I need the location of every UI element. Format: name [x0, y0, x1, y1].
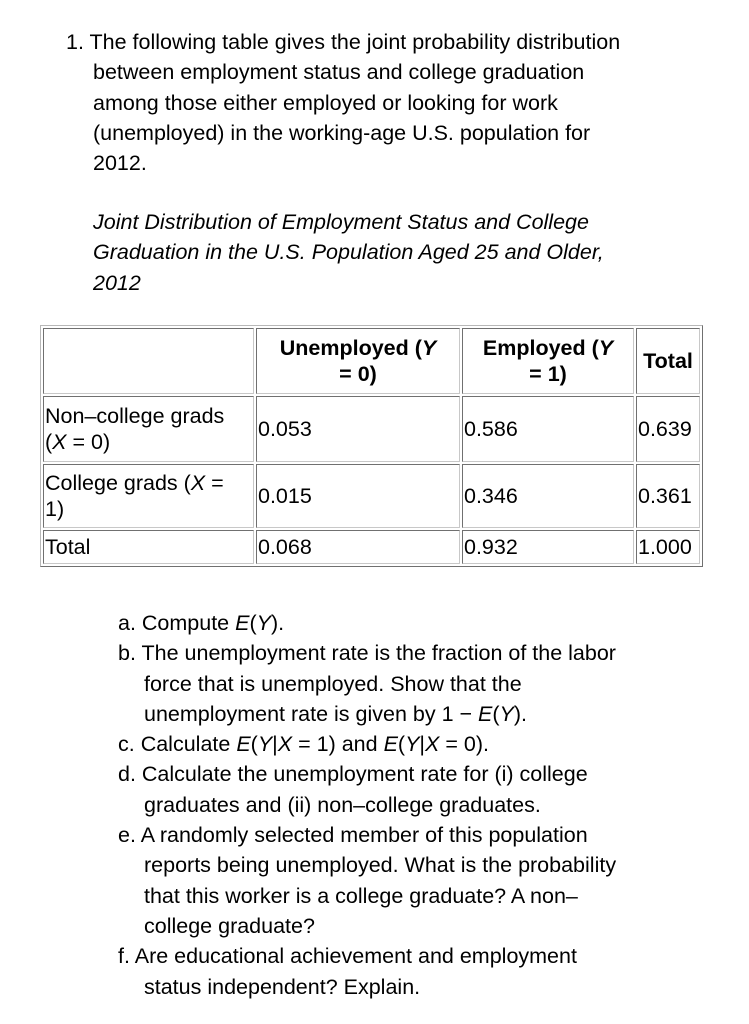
table-header-row: [43, 328, 700, 394]
cell-non-college-total: 0.639: [636, 396, 700, 462]
table-row: [43, 396, 700, 462]
row-label-college: College grads (X = 1): [43, 464, 254, 528]
question-parts: [118, 608, 728, 1002]
header-unemployed: Unemployed (Y = 0): [256, 328, 460, 394]
question-line: among those either employed or looking for work: [93, 90, 558, 115]
table-row: [43, 530, 700, 564]
cell-total-unemployed: 0.068: [256, 530, 460, 564]
row-label-non-college: Non–college grads (X = 0): [43, 396, 254, 462]
cell-non-college-employed: 0.586: [462, 396, 634, 462]
joint-distribution-table-wrap: [40, 325, 703, 567]
part-f: f. Are educational achievement and employment: [118, 944, 577, 969]
header-empty-cell: [43, 328, 254, 394]
table-caption: [93, 207, 733, 298]
caption-line: Joint Distribution of Employment Status and College: [93, 210, 589, 234]
caption-line: 2012: [93, 270, 141, 295]
table-row: [43, 464, 700, 528]
question-line: 1. The following table gives the joint probability distribution: [66, 30, 621, 54]
part-b: b. The unemployment rate is the fraction of the labor: [118, 641, 616, 666]
cell-total-employed: 0.932: [462, 530, 634, 564]
part-e-line: that this worker is a college graduate? A non–: [144, 883, 578, 908]
cell-college-total: 0.361: [636, 464, 700, 528]
question-number: 1.: [66, 30, 84, 54]
part-e: e. A randomly selected member of this population: [118, 823, 588, 848]
part-d: d. Calculate the unemployment rate for (i) college: [118, 762, 588, 787]
part-d-line: graduates and (ii) non–college graduates.: [144, 792, 541, 817]
part-b-line: force that is unemployed. Show that the: [144, 671, 522, 696]
cell-college-unemployed: 0.015: [256, 464, 460, 528]
header-total: Total: [636, 328, 700, 394]
row-label-total: Total: [43, 530, 254, 564]
question-line: (unemployed) in the working-age U.S. population for: [93, 120, 591, 145]
joint-distribution-table: [40, 325, 703, 567]
part-c: c. Calculate E(Y|X = 1) and E(Y|X = 0).: [118, 732, 489, 757]
question-1: [66, 27, 726, 178]
question-line: between employment status and college graduation: [93, 60, 585, 85]
part-f-line: status independent? Explain.: [144, 974, 421, 999]
cell-grand-total: 1.000: [636, 530, 700, 564]
part-a: a. Compute E(Y).: [118, 611, 285, 635]
question-line: 2012.: [93, 151, 147, 176]
part-e-line: college graduate?: [144, 913, 315, 938]
caption-line: Graduation in the U.S. Population Aged 25 and Older,: [93, 240, 604, 265]
part-b-line: unemployment rate is given by 1 − E(Y).: [144, 701, 528, 726]
cell-non-college-unemployed: 0.053: [256, 396, 460, 462]
cell-college-employed: 0.346: [462, 464, 634, 528]
header-employed: Employed (Y = 1): [462, 328, 634, 394]
part-e-line: reports being unemployed. What is the probability: [144, 853, 617, 878]
